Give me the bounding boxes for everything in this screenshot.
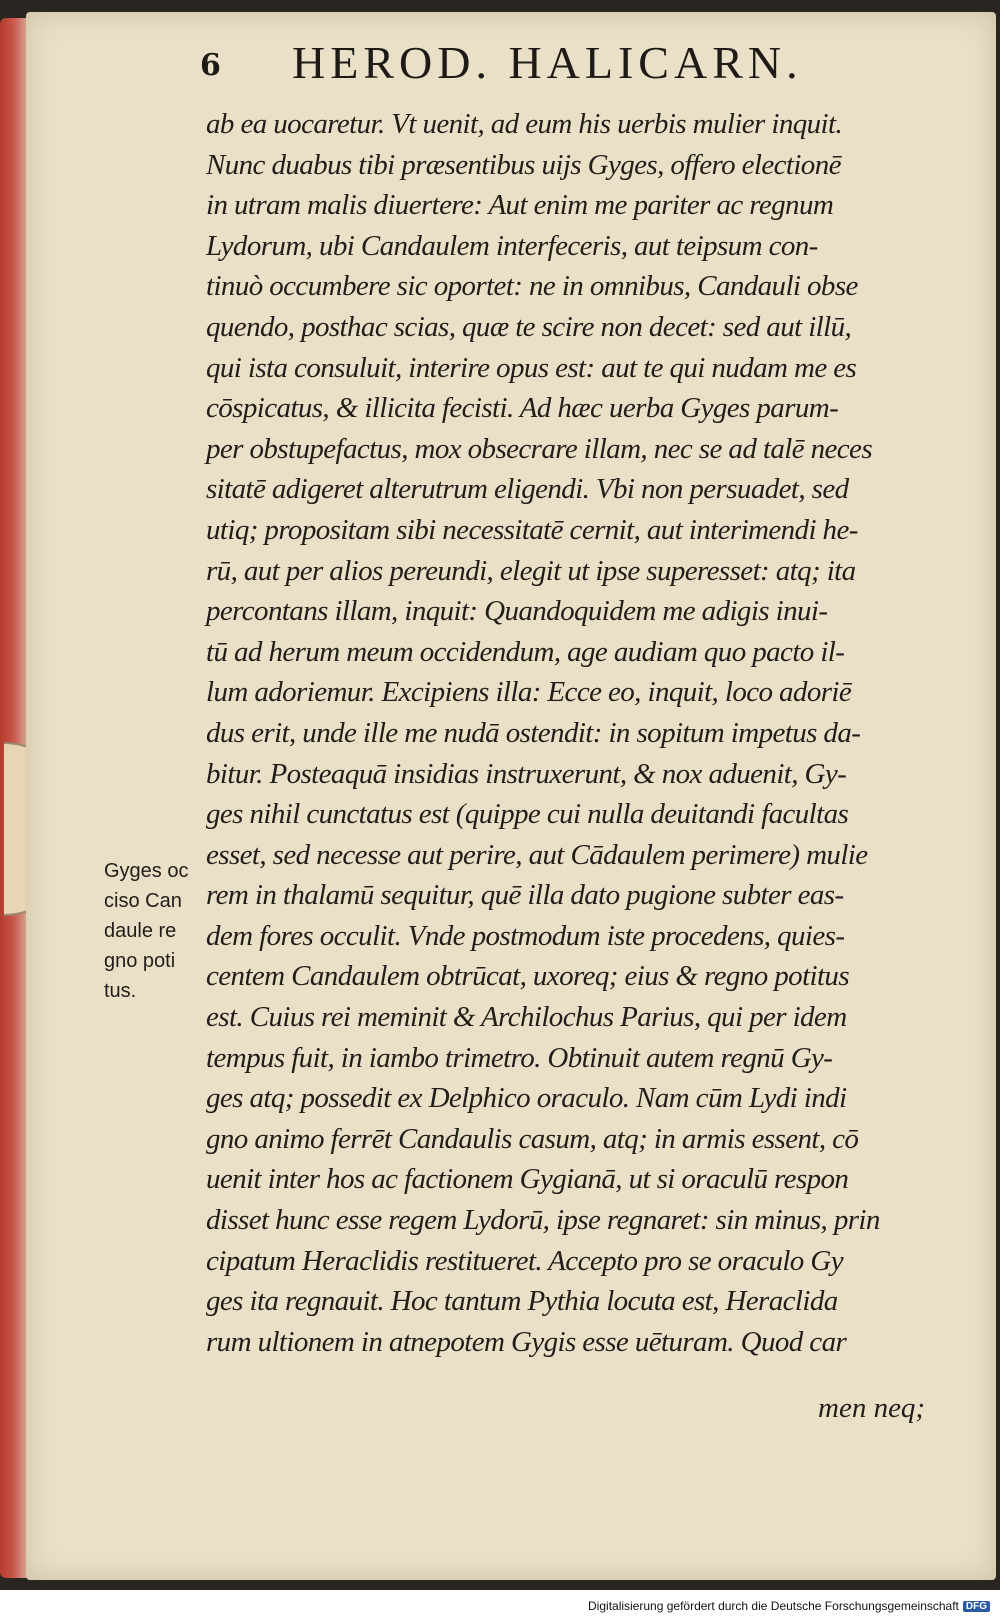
text-line: centem Candaulem obtrūcat, uxoreq; eius & regno potitus bbox=[206, 960, 850, 993]
text-line: ab ea uocaretur. Vt uenit, ad eum his uerbis mulier inquit. bbox=[206, 108, 843, 140]
text-line: rū, aut per alios pereundi, elegit ut ipse superesset: atq; ita bbox=[206, 554, 856, 587]
footer-credit bbox=[588, 1599, 990, 1613]
text-line: qui ista consuluit, interire opus est: aut te qui nudam me es bbox=[206, 351, 857, 384]
marginal-note bbox=[104, 856, 214, 1006]
text-line: esset, sed necesse aut perire, aut Cādaulem perimere) mulie bbox=[206, 838, 868, 871]
text-line: Lydorum, ubi Candaulem interfeceris, aut teipsum con- bbox=[206, 229, 818, 262]
text-line: tū ad herum meum occidendum, age audiam quo pacto il- bbox=[206, 635, 845, 668]
text-line: tinuò occumbere sic oportet: ne in omnibus, Candauli obse bbox=[206, 270, 858, 303]
text-line: in utram malis diuertere: Aut enim me pariter ac regnum bbox=[206, 189, 834, 222]
text-line: dem fores occulit. Vnde postmodum iste procedens, quies- bbox=[206, 919, 845, 952]
text-line: bitur. Posteaquā insidias instruxerunt, & nox aduenit, Gy- bbox=[206, 757, 847, 790]
text-line: quendo, posthac scias, quæ te scire non decet: sed aut illū, bbox=[206, 310, 852, 343]
text-line: uenit inter hos ac factionem Gygianā, ut si oraculū respon bbox=[206, 1163, 849, 1196]
page-number: 6 bbox=[200, 48, 221, 83]
margin-note-line: ciso Can bbox=[104, 890, 182, 912]
text-line: ges ita regnauit. Hoc tantum Pythia locuta est, Heraclida bbox=[206, 1285, 838, 1318]
text-line: per obstupefactus, mox obsecrare illam, nec se ad talē neces bbox=[206, 432, 873, 465]
text-line: disset hunc esse regem Lydorū, ipse regnaret: sin minus, prin bbox=[206, 1204, 880, 1237]
text-line: Nunc duabus tibi præsentibus uijs Gyges, offero electionē bbox=[206, 148, 841, 181]
text-line: gno animo ferrēt Candaulis casum, atq; in armis essent, cō bbox=[206, 1122, 859, 1155]
text-line: est. Cuius rei meminit & Archilochus Parius, qui per idem bbox=[206, 1001, 847, 1034]
text-line: lum adoriemur. Excipiens illa: Ecce eo, inquit, loco adoriē bbox=[206, 676, 852, 709]
text-line: cipatum Heraclidis restitueret. Accepto pro se oraculo Gy bbox=[206, 1244, 843, 1277]
text-line: ges atq; possedit ex Delphico oraculo. Nam cūm Lydi indi bbox=[206, 1082, 847, 1115]
margin-note-line: tus. bbox=[104, 980, 137, 1002]
credit-text: Digitalisierung gefördert durch die Deutsche Forschungsgemeinschaft bbox=[588, 1599, 959, 1613]
margin-note-line: daule re bbox=[104, 920, 177, 942]
text-line: rem in thalamū sequitur, quē illa dato pugione subter eas- bbox=[206, 879, 844, 912]
text-line: rum ultionem in atnepotem Gygis esse uēturam. Quod car bbox=[206, 1325, 847, 1358]
dfg-logo: DFG bbox=[963, 1601, 990, 1612]
text-line: cōspicatus, & illicita fecisti. Ad hæc uerba Gyges parum- bbox=[206, 392, 839, 425]
text-line: utiq; propositam sibi necessitatē cernit, aut interimendi he- bbox=[206, 513, 858, 546]
text-line: dus erit, unde ille me nudā ostendit: in sopitum impetus da- bbox=[206, 716, 861, 749]
text-line: tempus fuit, in iambo trimetro. Obtinuit autem regnū Gy- bbox=[206, 1041, 833, 1074]
running-head: HEROD. HALICARN. bbox=[292, 37, 803, 88]
catchword: men neq; bbox=[818, 1392, 926, 1424]
text-line: percontans illam, inquit: Quandoquidem me adigis inui- bbox=[206, 595, 828, 628]
body-text bbox=[206, 104, 926, 1362]
margin-note-line: Gyges oc bbox=[104, 860, 189, 882]
margin-note-line: gno poti bbox=[104, 950, 176, 972]
text-line: sitatē adigeret alterutrum eligendi. Vbi non persuadet, sed bbox=[206, 473, 849, 506]
text-line: ges nihil cunctatus est (quippe cui nulla deuitandi facultas bbox=[206, 798, 849, 831]
